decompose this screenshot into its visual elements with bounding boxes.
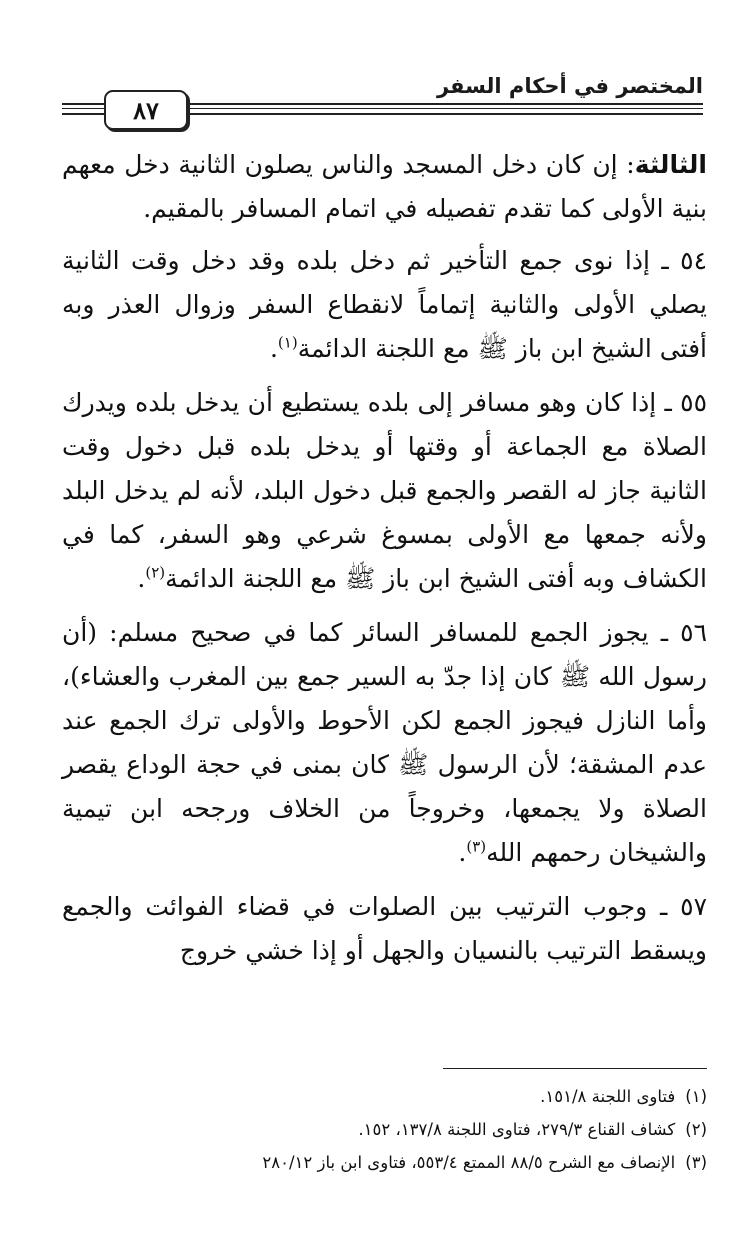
running-title: المختصر في أحكام السفر — [436, 74, 703, 98]
footnote-text: كشاف القناع ٢٧٩/٣، فتاوى اللجنة ١٣٧/٨، ١٥٢. — [358, 1120, 676, 1139]
footnote-number: (٢) — [685, 1120, 707, 1139]
page-number-box — [104, 90, 188, 130]
footnotes — [70, 1080, 707, 1179]
paragraph-label: الثالثة — [634, 150, 707, 179]
paragraph-text: ٥٧ ـ وجوب الترتيب بين الصلوات في قضاء الفوائت والجمع ويسقط الترتيب بالنسيان والجهل أو إذا خشي خروج — [62, 892, 707, 965]
paragraph-text: : إن كان دخل المسجد والناس يصلون الثانية دخل معهم بنية الأولى كما تقدم تفصيله في اتمام المسافر بالمقيم. — [62, 150, 707, 223]
paragraph-54 — [62, 239, 707, 371]
paragraph-text: ٥٤ ـ إذا نوى جمع التأخير ثم دخل بلده وقد دخل وقت الثانية يصلي الأولى والثانية إتماماً لانقطاع السفر وزوال العذر وبه أفتى الشيخ ابن باز ﷺ مع اللجنة الدائمة — [62, 246, 707, 363]
paragraph-end: . — [269, 334, 278, 363]
paragraph-55 — [62, 381, 707, 601]
footnote-text: فتاوى اللجنة ١٥١/٨. — [540, 1087, 676, 1106]
footnote-ref-2[interactable]: (٢) — [145, 563, 166, 582]
footnote-ref-3[interactable]: (٣) — [466, 837, 487, 856]
paragraph-57 — [62, 885, 707, 973]
page-number: ٨٧ — [133, 96, 159, 125]
paragraph-end: . — [137, 564, 146, 593]
paragraph-third-case — [62, 143, 707, 231]
footnote-1 — [70, 1080, 707, 1113]
page-header — [62, 70, 703, 130]
footnote-number: (٣) — [685, 1153, 707, 1172]
footnote-text: الإنصاف مع الشرح ٨٨/٥ الممتع ٥٥٣/٤، فتاوى ابن باز ٢٨٠/١٢ — [262, 1153, 676, 1172]
footnote-3 — [70, 1146, 707, 1179]
footnote-2 — [70, 1113, 707, 1146]
paragraph-text: ٥٥ ـ إذا كان وهو مسافر إلى بلده يستطيع أن يدخل بلده ويدرك الصلاة مع الجماعة أو وقتها أو يدخل بلده قبل دخول وقت الثانية جاز له القصر والجمع قبل دخول البلد، لأنه لم يدخل البلد ولأنه جمعها مع الأولى بمسوغ شرعي وهو السفر، كما في الكشاف وبه أفتى الشيخ ابن باز ﷺ مع اللجنة الدائمة — [62, 388, 707, 593]
footnote-number: (١) — [685, 1087, 707, 1106]
paragraph-end: . — [458, 838, 467, 867]
footnote-ref-1[interactable]: (١) — [277, 333, 298, 352]
main-text — [62, 143, 707, 981]
paragraph-56 — [62, 611, 707, 875]
footnote-separator — [443, 1068, 707, 1069]
paragraph-text: ٥٦ ـ يجوز الجمع للمسافر السائر كما في صحيح مسلم: (أن رسول الله ﷺ كان إذا جدّ به السير جمع بين المغرب والعشاء)، وأما النازل فيجوز الجمع لكن الأحوط والأولى ترك الجمع عند عدم المشقة؛ لأن الرسول ﷺ كان بمنى في حجة الوداع يقصر الصلاة ولا يجمعها، وخروجاً من الخلاف ورجحه ابن تيمية والشيخان رحمهم الله — [62, 618, 707, 867]
